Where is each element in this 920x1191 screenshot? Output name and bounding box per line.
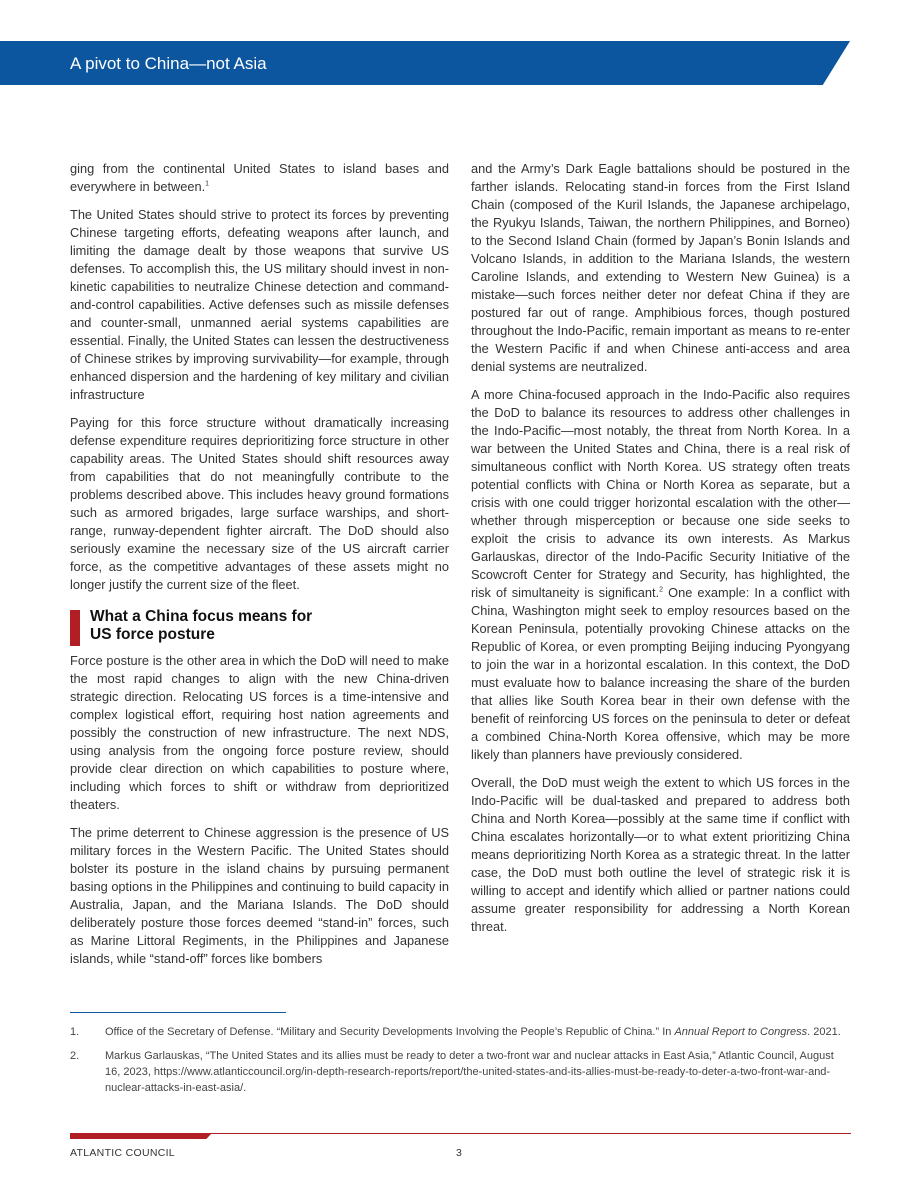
paragraph: and the Army’s Dark Eagle battalions should be postured in the farther islands. Relocating stand-in forces from the First Island Chain (composed of the Kuril Islands, the Japanese archipelago, the Ryukyu Islands, Taiwan, the northern Philippines, and Borneo) to the Second Island Chain (formed by Japan’s Bonin Islands and Volcano Islands, in addition to the Mariana Islands, the western Caroline Islands, and extending to Western New Guinea) is a mistake—such forces neither deter nor defeat China if they are postured far out of range. Amphibious forces, though postured throughout the Indo-Pacific, remain important as means to re-enter the Western Pacific if and when Chinese anti-access and area denial systems are neutralized. — [471, 161, 850, 374]
paragraph: Force posture is the other area in which the DoD will need to make the most rapid changes to align with the new China-driven strategic direction. Relocating US forces is a time-intensive and complex logistical effort, requiring host nation agreements and possibly the construction of new infrastructure. The next NDS, using analysis from the ongoing force posture review, should provide clear direction on which capabilities to posture where, including which forces to shift or withdraw from deprioritized theaters. — [70, 653, 449, 812]
footnote-text[interactable]: Markus Garlauskas, “The United States and its allies must be ready to deter a two-front war and nuclear attacks in East Asia,” Atlantic Council, August 16, 2023, https://www.atlanticcouncil.org/in-depth-research-reports/report/the-united-states-and-its-allies-must-be-ready-to-deter-a-two-front-war-and-nuclear-attacks-in-east-asia/. — [105, 1050, 834, 1094]
footnote-text: Office of the Secretary of Defense. “Military and Security Developments Involving the People’s Republic of China.” In Annual Report to Congress. 2021. — [105, 1026, 841, 1038]
footnotes — [70, 1024, 850, 1104]
footnote-ref[interactable]: 1 — [205, 180, 210, 188]
paragraph: The United States should strive to protect its forces by preventing Chinese targeting efforts, defeating weapons after launch, and limiting the damage dealt by those weapons that survive US defenses. To accomplish this, the US military should invest in non-kinetic capabilities to neutralize Chinese detection and command-and-control capabilities. Active defenses such as missile defenses and counter-small, unmanned aerial systems capabilities are essential. Finally, the United States can lessen the destructiveness of Chinese strikes by improving survivability—for example, through enhanced dispersion and the hardening of key military and civilian infrastructure — [70, 207, 449, 402]
left-column — [70, 160, 449, 978]
paragraph: A more China-focused approach in the Indo-Pacific also requires the DoD to balance its resources to address other challenges in the Indo-Pacific—most notably, the threat from North Korea. In a war between the United States and China, there is a real risk of simultaneous conflict with North Korea. US strategy often treats potential conflicts with China or North Korea as separate, but a crisis with one could trigger horizontal escalation with the other—whether through misperception or because one side seeks to exploit the crisis to advance its own interests. As Markus Garlauskas, director of the Indo-Pacific Security Initiative of the Scowcroft Center for Strategy and Security, has highlighted, the risk of simultaneity is significant.$^2$ One example: In a conflict with China, Washington might seek to employ resources based on the Korean Peninsula, potentially provoking Chinese attacks on the Republic of Korea, or even prompting Beijing inducing Pyongyang to join the war in a horizontal escalation. In this context, the DoD must evaluate how to balance increasing the share of the burden that allies like South Korea bear in their own defense with the benefit of reinforcing US forces on the peninsula to deter or defeat a combined China-North Korea offensive, which may be more likely than planners have previously considered. — [471, 387, 851, 762]
right-column — [471, 160, 850, 946]
paragraph: Overall, the DoD must weigh the extent to which US forces in the Indo-Pacific will be dual-tasked and prepared to address both China and North Korea—possibly at the same time if conflict with China escalates horizontally—or to what extent prioritizing China means deprioritizing North Korea as a strategic threat. In the latter case, the DoD must both outline the level of strategic risk it is willing to accept and identify which allied or partner nations could assume greater responsibility for addressing a North Korean threat. — [471, 775, 850, 934]
footnote-number: 1. — [70, 1026, 80, 1038]
page-number: 3 — [456, 1147, 462, 1159]
paragraph: Paying for this force structure without dramatically increasing defense expenditure requires deprioritizing force structure in other capability areas. The United States should shift resources away from capabilities that do not meaningfully contribute to the problems described above. This includes heavy ground formations such as armored brigades, large surface warships, and short-range, runway-dependent fighter aircraft. The DoD should also seriously examine the necessary size of the US aircraft carrier force, as the competitive advantages of these assets might no longer justify the current size of the fleet. — [70, 415, 449, 592]
footer-accent-bar — [70, 1133, 212, 1139]
paragraph: ging from the continental United States to island bases and everywhere in between.$^1$ — [70, 161, 449, 194]
paragraph: The prime deterrent to Chinese aggression is the presence of US military forces in the Western Pacific. The United States should bolster its posture in the island chains by pursuing permanent basing options in the Philippines and continuing to build capacity in Australia, Japan, and the Mariana Islands. The DoD should deliberately posture those forces deemed “stand-in” forces, such as Marine Littoral Regiments, in the Philippines and Japanese islands, while “stand-off” forces like bombers — [70, 825, 449, 966]
heading-accent-bar — [70, 610, 80, 646]
footnote-divider — [70, 1012, 286, 1013]
page-header-title: A pivot to China—not Asia — [70, 54, 267, 73]
footnote-number: 2. — [70, 1050, 80, 1062]
footnote-item — [70, 1024, 850, 1040]
footnote-ref[interactable]: 2 — [659, 586, 664, 594]
footnote-item — [70, 1048, 850, 1096]
footer-org-name: ATLANTIC COUNCIL — [70, 1147, 175, 1159]
section-heading: What a China focus means for US force posture — [70, 608, 449, 644]
